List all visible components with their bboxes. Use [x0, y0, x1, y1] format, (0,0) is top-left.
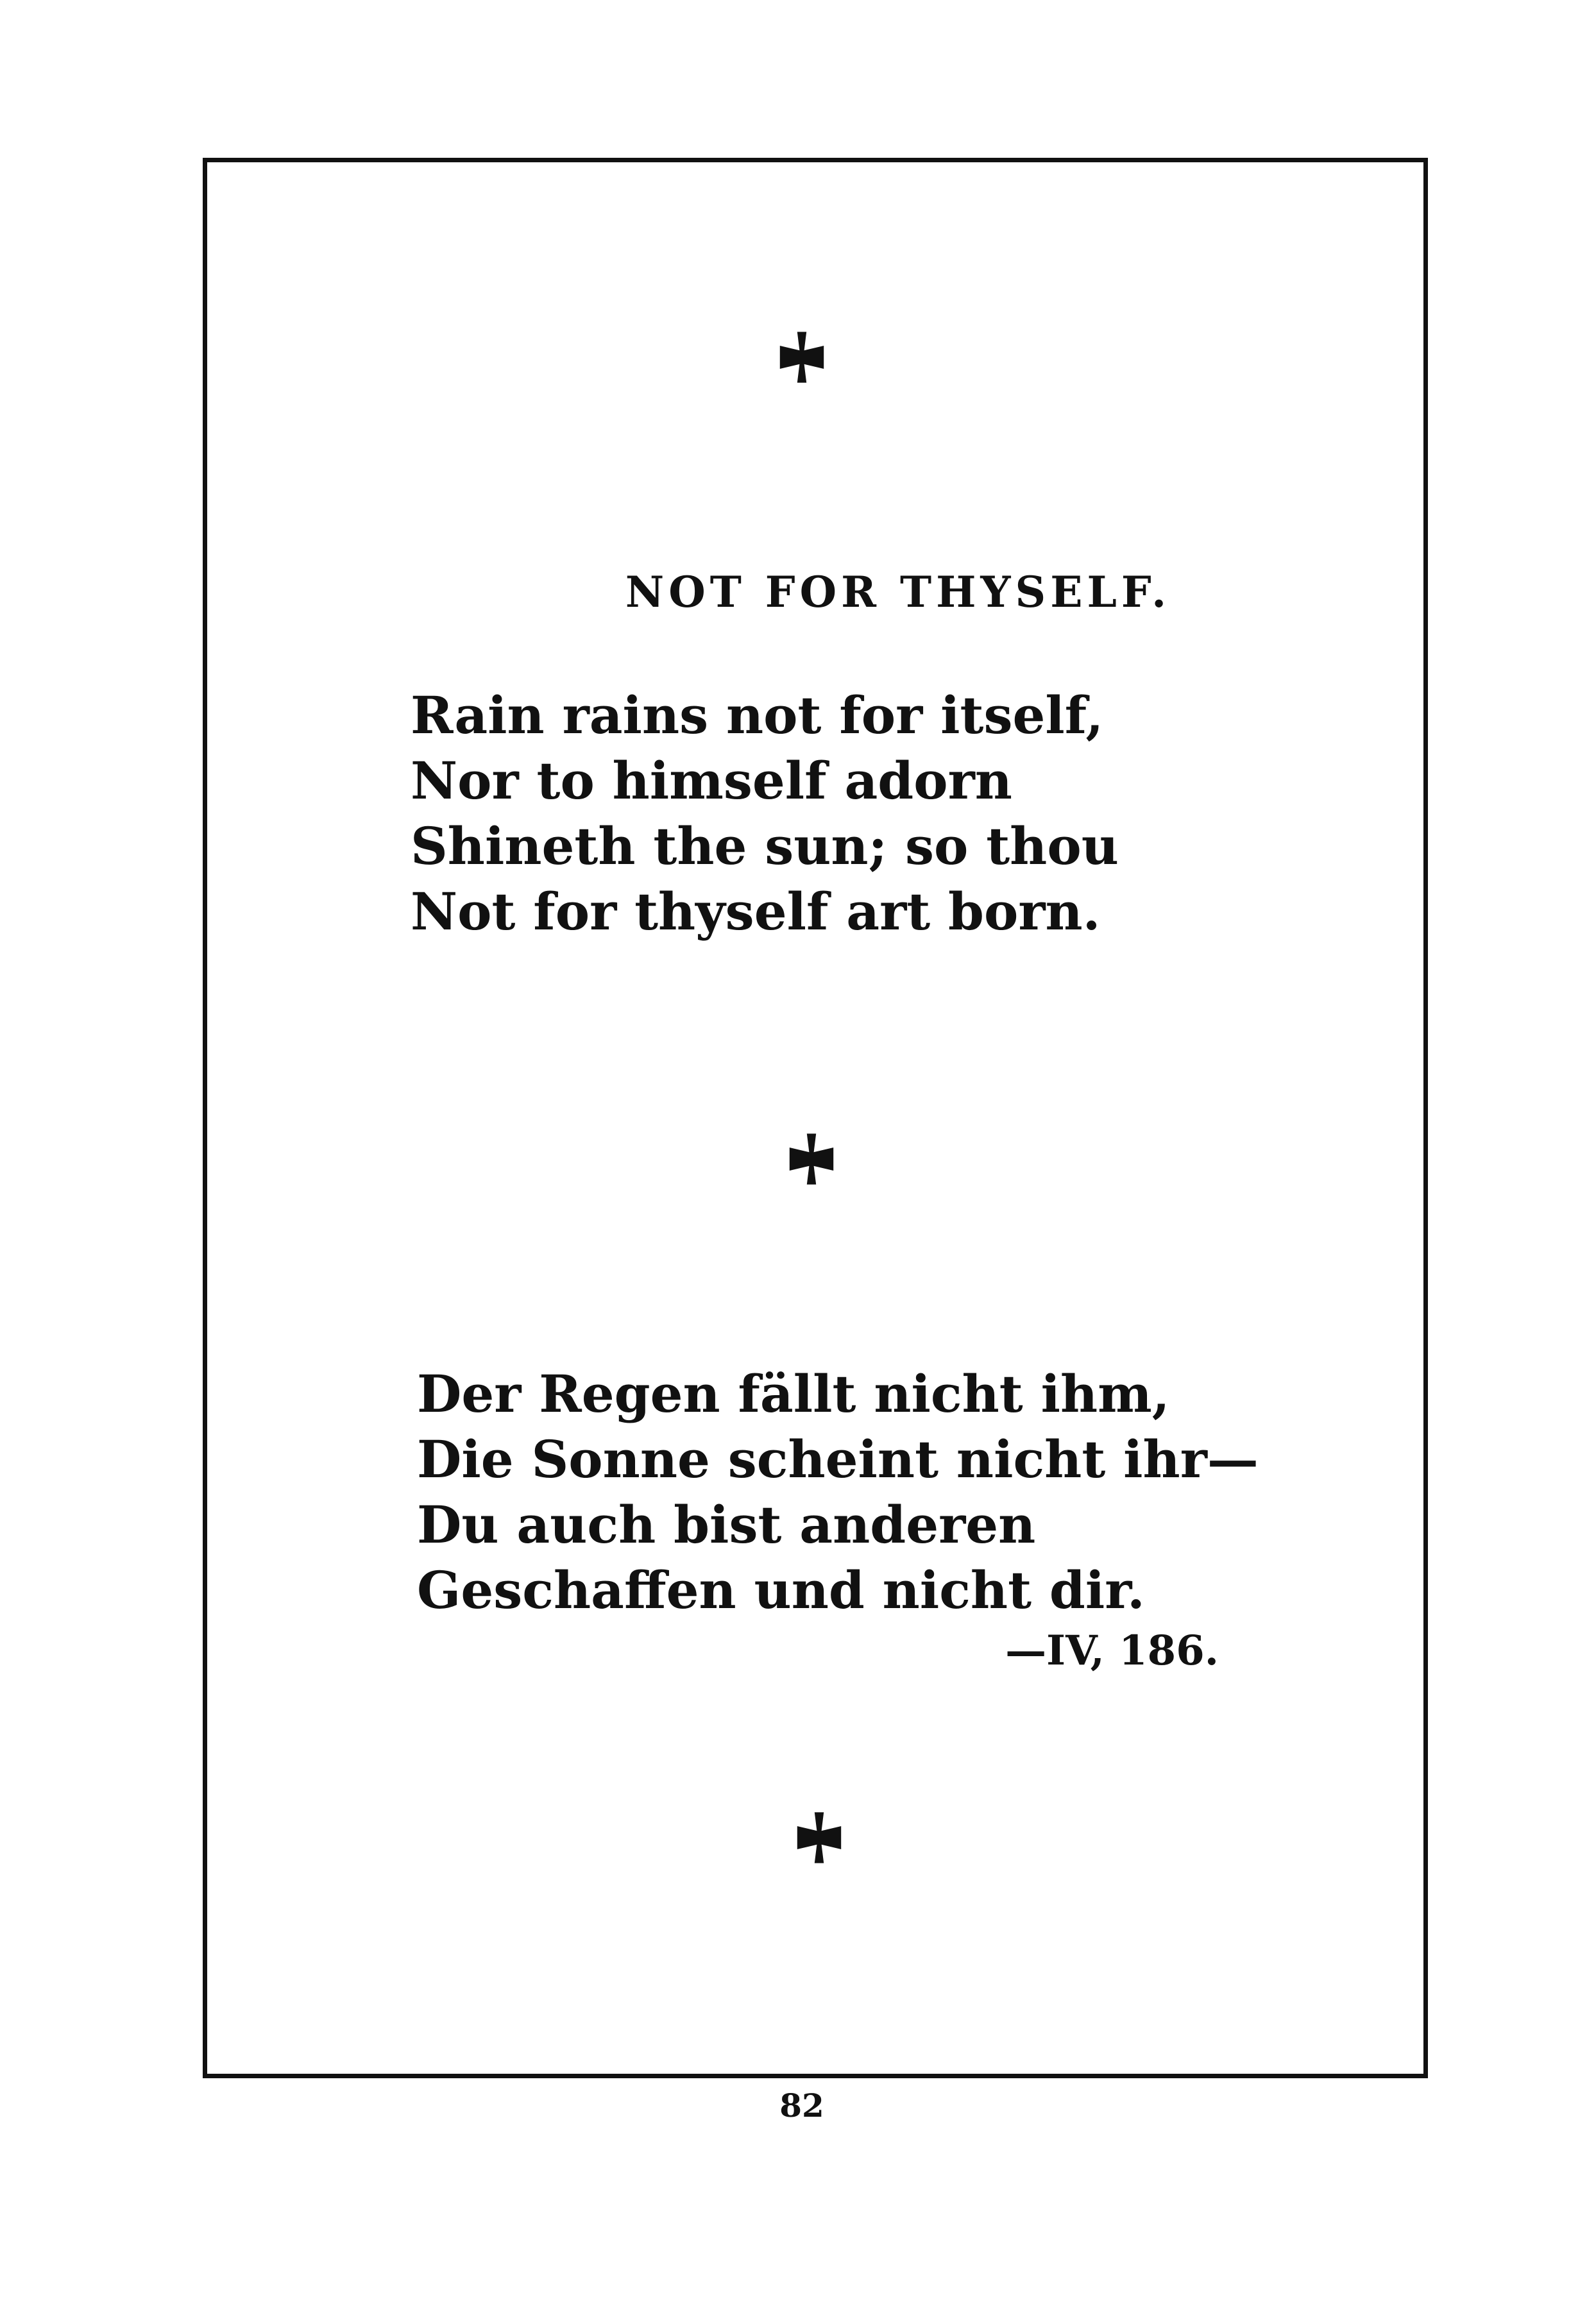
poem-line: Die Sonne scheint nicht ihr—: [417, 1429, 1259, 1489]
poem-line: Rain rains not for itself,: [411, 685, 1104, 745]
german-stanza: [417, 1361, 1259, 1623]
english-stanza: [411, 682, 1119, 944]
page-border: [203, 158, 1428, 2078]
poem-line: Du auch bist anderen: [417, 1495, 1036, 1555]
poem-line: Nor to himself adorn: [411, 750, 1012, 811]
cross-pattee-icon: [790, 1809, 848, 1867]
page-number: 82: [779, 2087, 824, 2124]
poem-line: Shineth the sun; so thou: [411, 816, 1119, 876]
cross-pattee-icon: [773, 328, 831, 386]
poem-title: NOT FOR THYSELF.: [625, 567, 1171, 617]
poem-line: Geschaffen und nicht dir.: [417, 1560, 1145, 1620]
cross-pattee-icon: [783, 1130, 840, 1188]
poem-line: Not for thyself art born.: [411, 881, 1101, 942]
poem-line: Der Regen fällt nicht ihm,: [417, 1364, 1170, 1424]
citation: —IV, 186.: [1005, 1627, 1219, 1675]
